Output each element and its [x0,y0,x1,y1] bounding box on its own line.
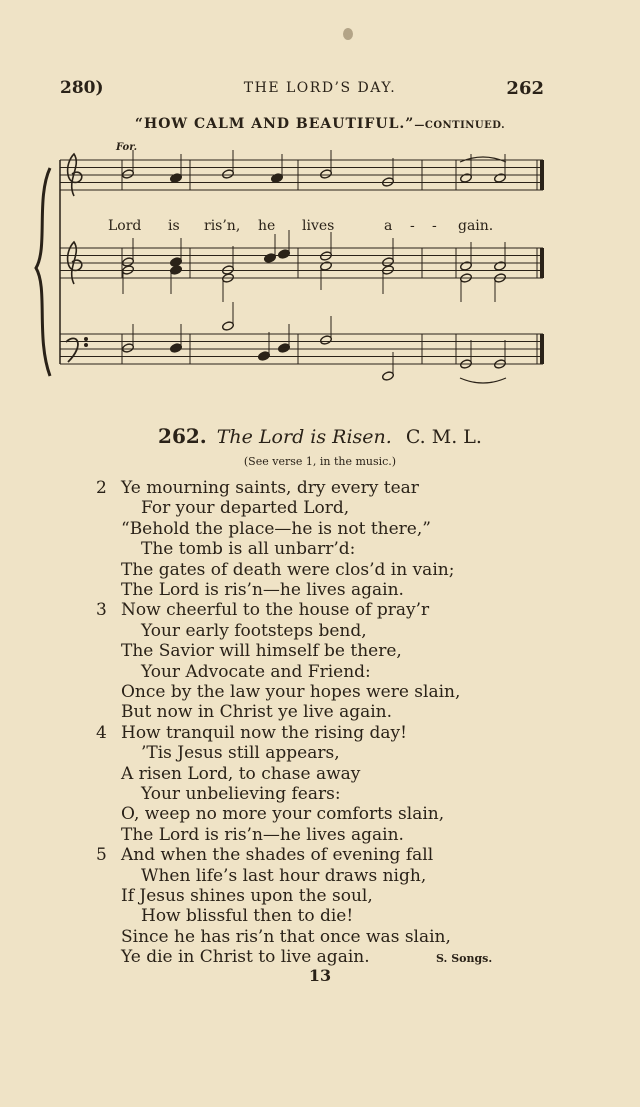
note-head [170,343,183,354]
for-marker: For. [116,142,138,153]
lyric-syllable: lives [302,218,335,234]
verse-line: How tranquil now the rising day! [121,722,407,743]
running-title: THE LORD’S DAY. [243,80,397,96]
tune-name: “HOW CALM AND BEAUTIFUL.” [134,116,415,132]
lyric-syllable: he [258,218,276,234]
verse-number: 5 [96,845,107,866]
note-head [222,321,235,332]
verse-number: 4 [96,722,107,743]
bass-clef-dot [85,338,88,341]
verse-line: Now cheerful to the house of pray’r [121,600,430,621]
verse-number: 3 [96,600,107,621]
page-number-left: 280) [60,78,104,98]
note-head [320,169,333,180]
tie [460,378,506,383]
verse-line: Your Advocate and Friend: [141,661,371,682]
note-head [264,253,277,264]
source-attribution: S. Songs. [436,952,493,966]
signature-mark: 13 [308,966,332,985]
note-head [278,343,291,354]
verse-line: But now in Christ ye live again. [121,702,393,723]
lyric-syllable: Lord [108,218,142,234]
running-header [0,78,640,102]
verse-line: O, weep no more your comforts slain, [121,804,445,825]
verse-line: Your unbelieving fears: [141,784,341,804]
see-note: (See verse 1, in the music.) [243,455,397,468]
hymn-number: 262. [158,424,207,448]
lyric-syllable: is [168,218,180,234]
note-head [320,335,333,346]
note-head [460,261,473,272]
verse-line: And when the shades of evening fall [121,845,434,866]
note-head [170,265,183,276]
note-head [320,261,333,272]
verse-line: Ye die in Christ to live again. [121,947,370,968]
lyric-syllable: - [432,218,437,234]
note-head [494,261,507,272]
verse-line: “Behold the place—he is not there,” [121,518,431,539]
bass-clef-dot [85,344,88,347]
verse-line: When life’s last hour draws nigh, [141,865,427,886]
verse-number: 2 [96,478,107,498]
note-head [278,249,291,260]
verse-line: The tomb is all unbarr’d: [141,539,356,560]
note-head [460,173,473,184]
note-head [122,169,135,180]
score-brace [36,168,50,376]
verse-line: A risen Lord, to chase away [121,763,361,784]
hymn-meter: C. M. L. [405,426,482,448]
verse-line: Ye mourning saints, dry every tear [121,478,419,498]
note-head [122,343,135,354]
lyric-syllable: gain. [458,218,494,234]
hymn-heading [0,424,640,448]
note-head [258,351,271,362]
lyric-syllable: ris’n, [204,218,241,234]
music-score [0,138,600,398]
note-head [271,173,284,184]
note-head [494,173,507,184]
ink-blot [343,28,353,40]
note-head [382,371,395,382]
verse-line: How blissful then to die! [141,906,354,927]
note-head [170,173,183,184]
verse-line: The Lord is ris’n—he lives again. [121,824,404,845]
verse-line: Once by the law your hopes were slain, [121,682,461,702]
verse-line: ’Tis Jesus still appears, [141,743,340,764]
lyric-syllable: - [410,218,415,234]
verse-line: The Lord is ris’n—he lives again. [121,580,404,600]
verse-line: Your early footsteps bend, [141,620,367,641]
lyric-syllable: a [384,218,393,234]
verse-line: For your departed Lord, [141,498,350,519]
continued-label: —CONTINUED. [414,120,506,131]
hymn-number-header: 262 [506,78,544,99]
hymn-title: The Lord is Risen. [216,426,392,448]
note-head [222,169,235,180]
tune-title [0,116,640,132]
verse-line: If Jesus shines upon the soul, [121,886,373,906]
verse-line: Since he has ris’n that once was slain, [121,926,451,947]
verse-line: The Savior will himself be there, [121,641,402,662]
verse-line: The gates of death were clos’d in vain; [121,559,455,580]
